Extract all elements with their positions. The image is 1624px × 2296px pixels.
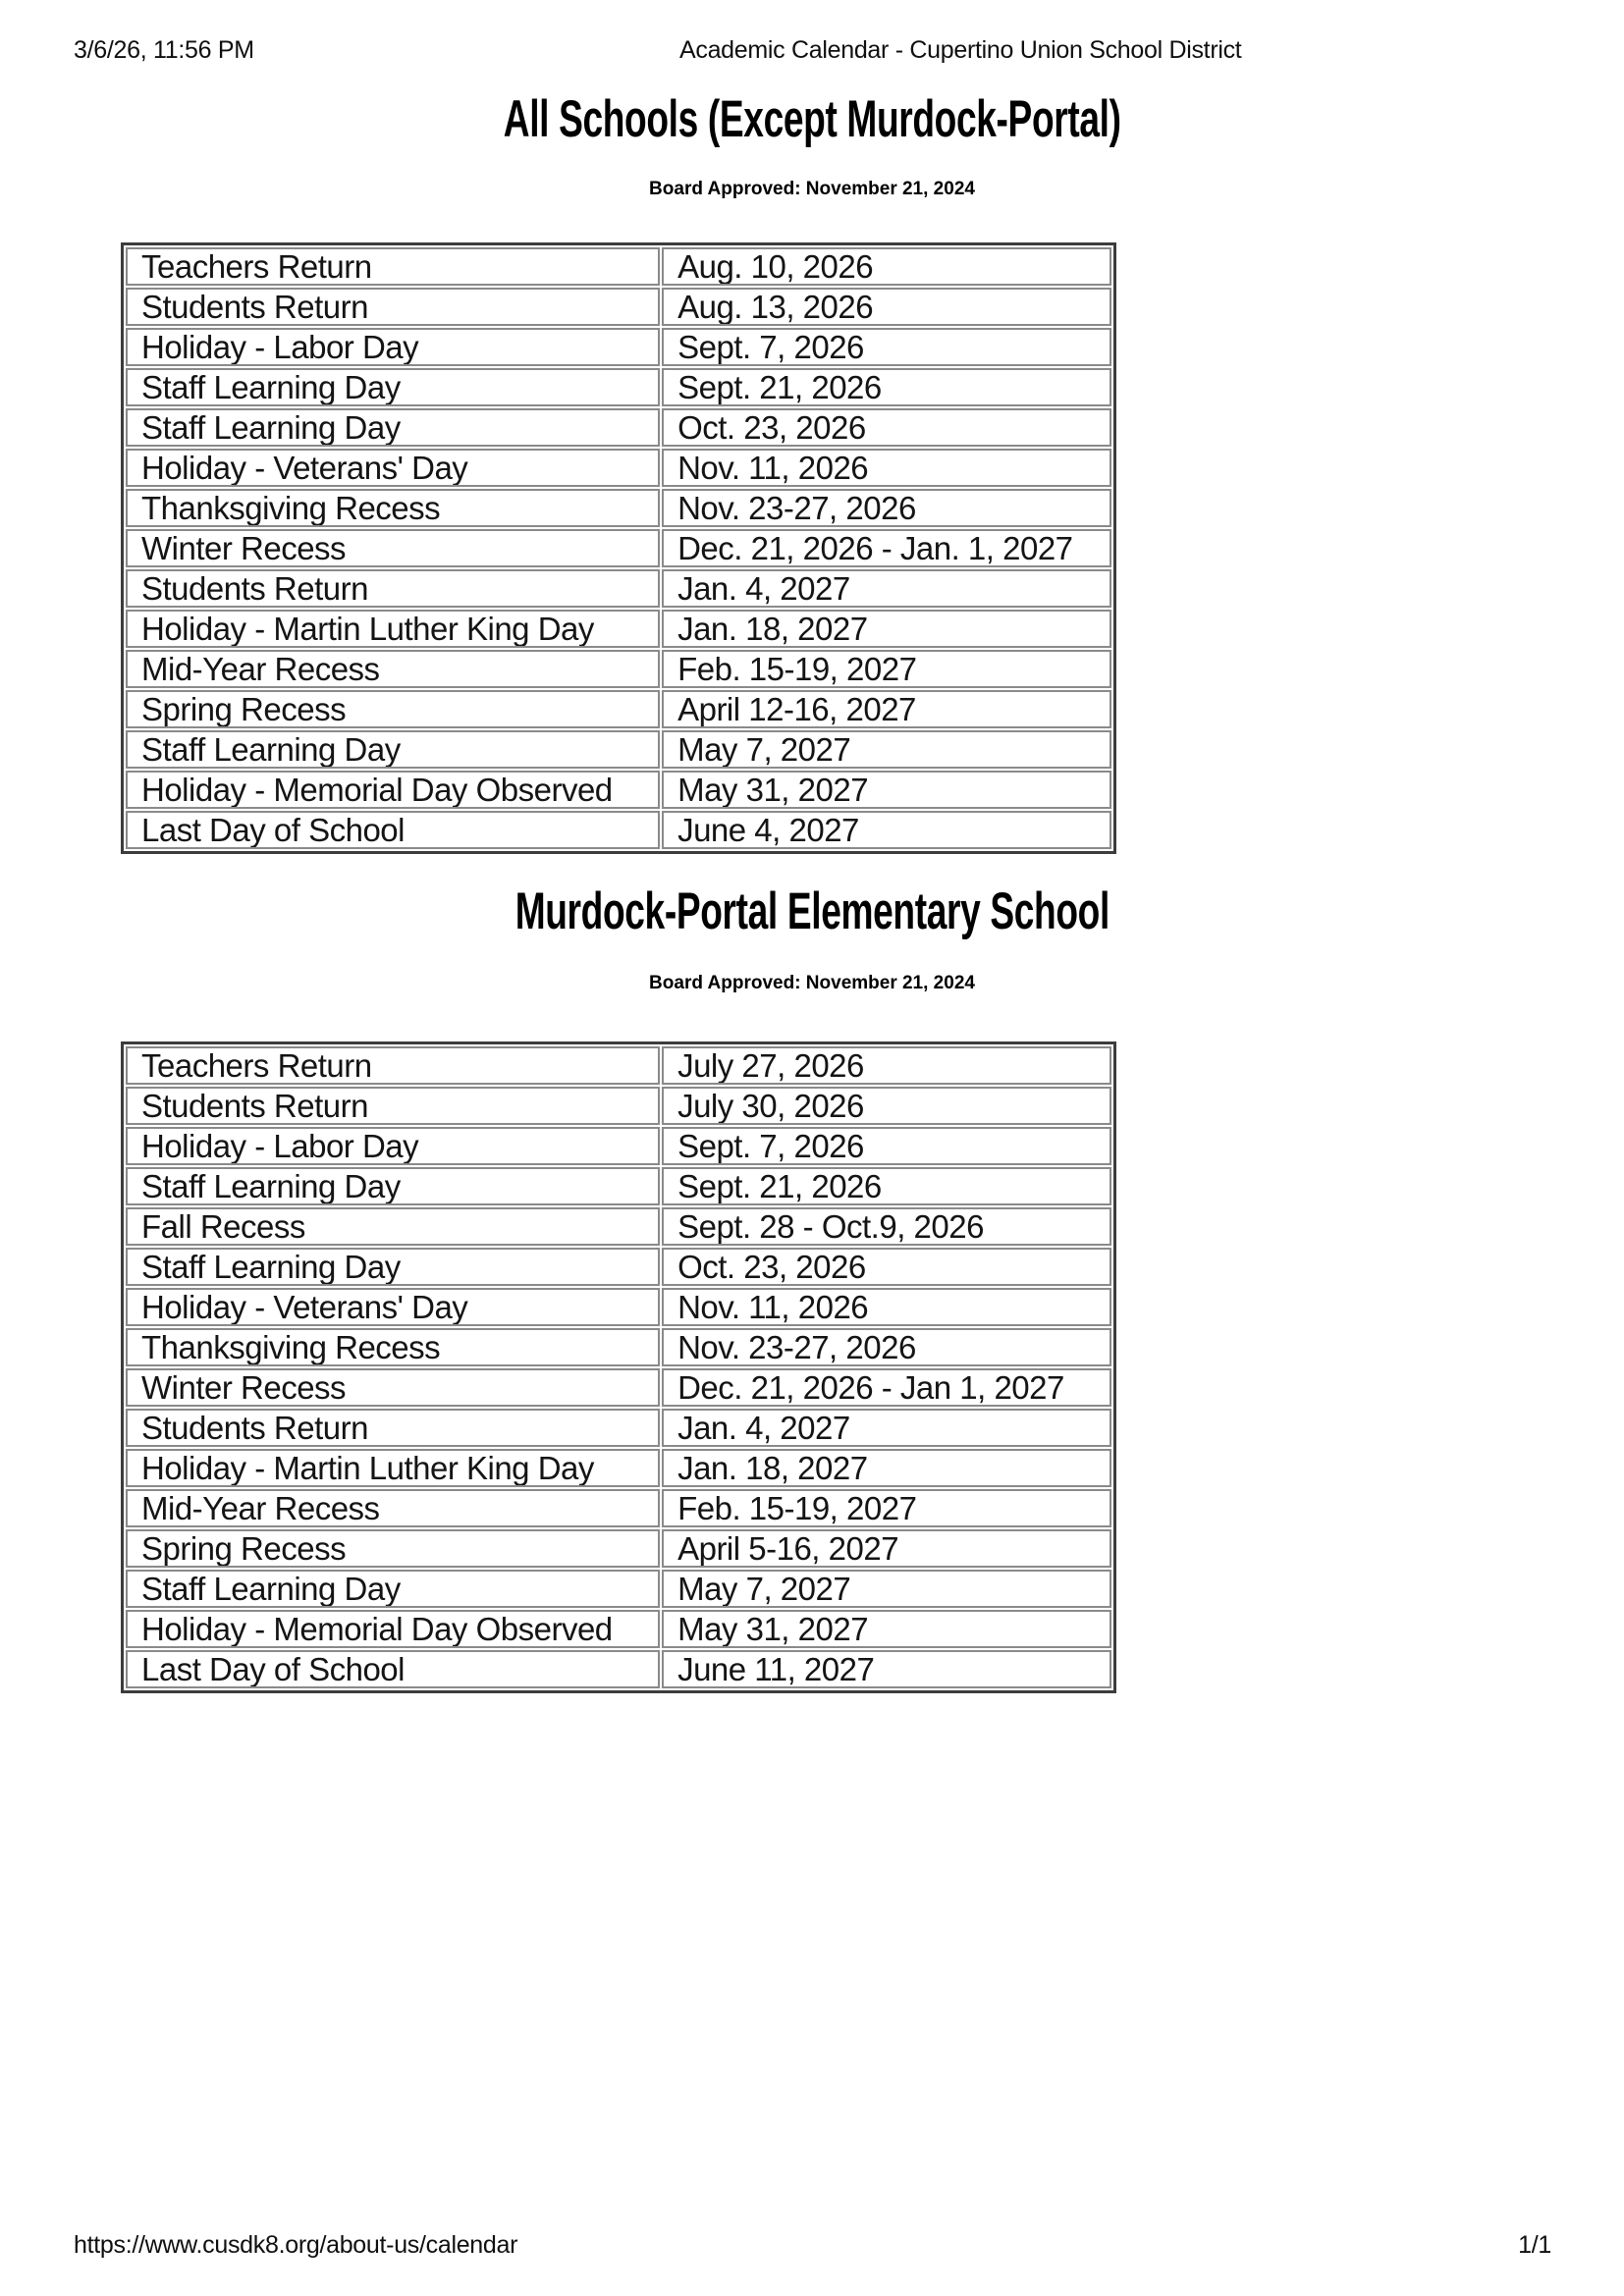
section-heading-murdock-portal-text: Murdock-Portal Elementary School — [514, 882, 1110, 940]
date-cell: Dec. 21, 2026 - Jan 1, 2027 — [662, 1368, 1111, 1407]
event-cell: Staff Learning Day — [126, 1167, 660, 1205]
table-row — [126, 1127, 1111, 1165]
date-cell: Aug. 10, 2026 — [662, 247, 1111, 286]
table-row — [126, 408, 1111, 447]
table-row — [126, 1650, 1111, 1688]
date-cell: May 7, 2027 — [662, 730, 1111, 769]
event-cell: Holiday - Veterans' Day — [126, 449, 660, 487]
date-cell: Jan. 4, 2027 — [662, 569, 1111, 608]
event-cell: Mid-Year Recess — [126, 650, 660, 688]
event-cell: Students Return — [126, 569, 660, 608]
print-footer-page-indicator: 1/1 — [1518, 2231, 1551, 2259]
table-row — [126, 247, 1111, 286]
date-cell: Sept. 7, 2026 — [662, 328, 1111, 366]
event-cell: Last Day of School — [126, 811, 660, 849]
table-row — [126, 690, 1111, 728]
event-cell: Students Return — [126, 1409, 660, 1447]
date-cell: Nov. 23-27, 2026 — [662, 1328, 1111, 1366]
event-cell: Holiday - Memorial Day Observed — [126, 771, 660, 809]
event-cell: Teachers Return — [126, 247, 660, 286]
date-cell: Sept. 7, 2026 — [662, 1127, 1111, 1165]
event-cell: Thanksgiving Recess — [126, 489, 660, 527]
table-row — [126, 1328, 1111, 1366]
calendar-table-all-schools-body — [126, 247, 1111, 849]
date-cell: May 31, 2027 — [662, 771, 1111, 809]
table-row — [126, 811, 1111, 849]
table-row — [126, 1248, 1111, 1286]
event-cell: Staff Learning Day — [126, 730, 660, 769]
calendar-table-murdock-portal — [121, 1041, 1116, 1693]
table-row — [126, 1046, 1111, 1085]
event-cell: Students Return — [126, 288, 660, 326]
table-row — [126, 529, 1111, 567]
table-row — [126, 771, 1111, 809]
event-cell: Winter Recess — [126, 1368, 660, 1407]
event-cell: Holiday - Labor Day — [126, 1127, 660, 1165]
date-cell: Sept. 21, 2026 — [662, 368, 1111, 406]
date-cell: June 11, 2027 — [662, 1650, 1111, 1688]
date-cell: Oct. 23, 2026 — [662, 1248, 1111, 1286]
table-row — [126, 288, 1111, 326]
table-row — [126, 1087, 1111, 1125]
date-cell: Jan. 18, 2027 — [662, 1449, 1111, 1487]
date-cell: May 31, 2027 — [662, 1610, 1111, 1648]
table-row — [126, 1489, 1111, 1527]
date-cell: Sept. 28 - Oct.9, 2026 — [662, 1207, 1111, 1246]
table-row — [126, 569, 1111, 608]
event-cell: Staff Learning Day — [126, 368, 660, 406]
table-row — [126, 1570, 1111, 1608]
event-cell: Staff Learning Day — [126, 1248, 660, 1286]
event-cell: Staff Learning Day — [126, 1570, 660, 1608]
event-cell: Holiday - Martin Luther King Day — [126, 610, 660, 648]
event-cell: Last Day of School — [126, 1650, 660, 1688]
table-row — [126, 1207, 1111, 1246]
calendar-table-murdock-portal-body — [126, 1046, 1111, 1688]
date-cell: Dec. 21, 2026 - Jan. 1, 2027 — [662, 529, 1111, 567]
event-cell: Mid-Year Recess — [126, 1489, 660, 1527]
event-cell: Holiday - Martin Luther King Day — [126, 1449, 660, 1487]
print-header-document-title: Academic Calendar - Cupertino Union School District — [679, 36, 1242, 64]
event-cell: Fall Recess — [126, 1207, 660, 1246]
table-row — [126, 1449, 1111, 1487]
table-row — [126, 1288, 1111, 1326]
date-cell: Nov. 11, 2026 — [662, 449, 1111, 487]
event-cell: Spring Recess — [126, 1529, 660, 1568]
date-cell: July 30, 2026 — [662, 1087, 1111, 1125]
date-cell: Aug. 13, 2026 — [662, 288, 1111, 326]
date-cell: Nov. 11, 2026 — [662, 1288, 1111, 1326]
event-cell: Holiday - Memorial Day Observed — [126, 1610, 660, 1648]
event-cell: Staff Learning Day — [126, 408, 660, 447]
date-cell: April 12-16, 2027 — [662, 690, 1111, 728]
event-cell: Students Return — [126, 1087, 660, 1125]
table-row — [126, 650, 1111, 688]
board-approved-note-all-schools: Board Approved: November 21, 2024 — [649, 179, 975, 199]
date-cell: Sept. 21, 2026 — [662, 1167, 1111, 1205]
event-cell: Thanksgiving Recess — [126, 1328, 660, 1366]
print-footer-url: https://www.cusdk8.org/about-us/calendar — [74, 2231, 518, 2259]
board-approved-note-murdock-portal: Board Approved: November 21, 2024 — [649, 973, 975, 993]
event-cell: Teachers Return — [126, 1046, 660, 1085]
event-cell: Holiday - Veterans' Day — [126, 1288, 660, 1326]
date-cell: Jan. 4, 2027 — [662, 1409, 1111, 1447]
date-cell: Nov. 23-27, 2026 — [662, 489, 1111, 527]
date-cell: Feb. 15-19, 2027 — [662, 1489, 1111, 1527]
table-row — [126, 1368, 1111, 1407]
event-cell: Spring Recess — [126, 690, 660, 728]
date-cell: Feb. 15-19, 2027 — [662, 650, 1111, 688]
date-cell: Oct. 23, 2026 — [662, 408, 1111, 447]
table-row — [126, 1529, 1111, 1568]
table-row — [126, 1167, 1111, 1205]
date-cell: Jan. 18, 2027 — [662, 610, 1111, 648]
date-cell: July 27, 2026 — [662, 1046, 1111, 1085]
print-header-datetime: 3/6/26, 11:56 PM — [74, 36, 254, 64]
section-heading-all-schools — [74, 88, 1550, 151]
event-cell: Holiday - Labor Day — [126, 328, 660, 366]
date-cell: May 7, 2027 — [662, 1570, 1111, 1608]
event-cell: Winter Recess — [126, 529, 660, 567]
table-row — [126, 730, 1111, 769]
table-row — [126, 1409, 1111, 1447]
section-heading-all-schools-text: All Schools (Except Murdock-Portal) — [503, 90, 1121, 148]
table-row — [126, 610, 1111, 648]
date-cell: April 5-16, 2027 — [662, 1529, 1111, 1568]
section-heading-murdock-portal — [74, 881, 1550, 943]
date-cell: June 4, 2027 — [662, 811, 1111, 849]
table-row — [126, 1610, 1111, 1648]
calendar-table-all-schools — [121, 242, 1116, 854]
table-row — [126, 368, 1111, 406]
table-row — [126, 328, 1111, 366]
table-row — [126, 449, 1111, 487]
table-row — [126, 489, 1111, 527]
